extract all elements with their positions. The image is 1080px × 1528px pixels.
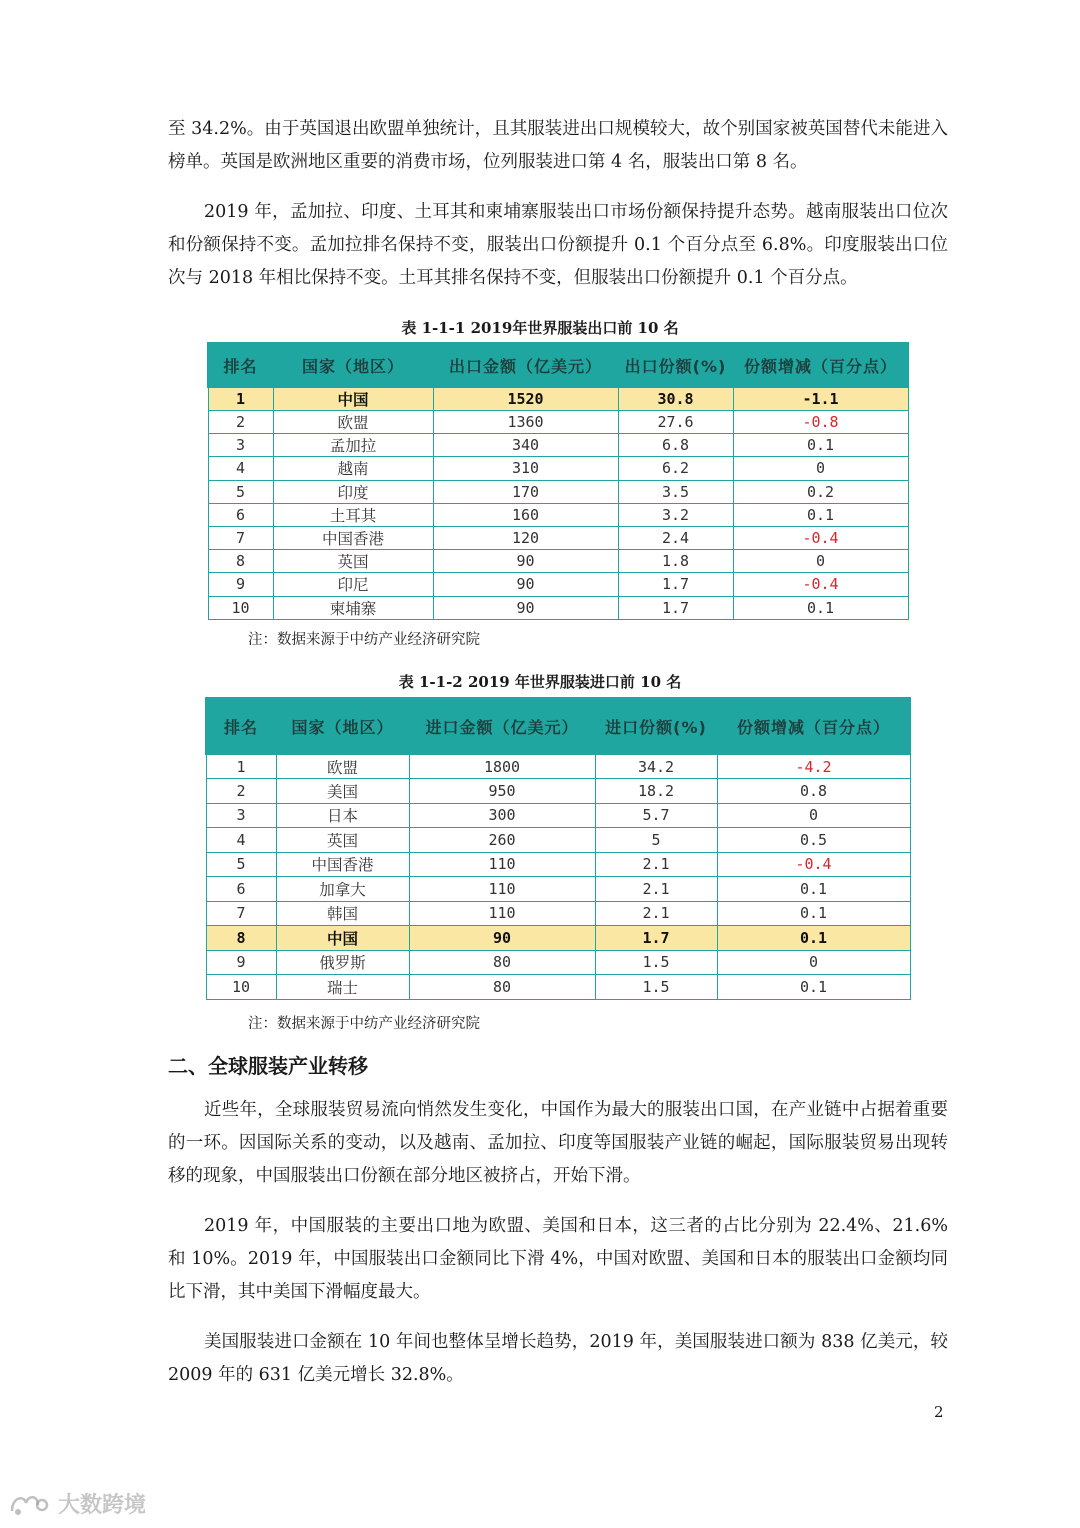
cell-rank: 7: [206, 901, 276, 926]
page-number: 2: [934, 1403, 944, 1421]
table-row: [206, 877, 910, 902]
cell-rank: 7: [208, 526, 273, 549]
cell-rank: 3: [208, 434, 273, 457]
cell-rank: 1: [208, 387, 273, 411]
cell-change: 0: [733, 457, 908, 480]
cell-country: 英国: [276, 828, 409, 853]
export-table: [207, 342, 909, 620]
table-header-row: [206, 698, 910, 754]
cell-amount: 110: [409, 877, 595, 902]
cell-rank: 8: [208, 550, 273, 573]
table-row: [206, 754, 910, 779]
cell-country: 中国香港: [276, 852, 409, 877]
table2-note: 注：数据来源于中纺产业经济研究院: [248, 1016, 480, 1032]
cell-amount: 1800: [409, 754, 595, 779]
cell-change: 0.2: [733, 480, 908, 503]
header-amount: 进口金额（亿美元）: [409, 698, 595, 754]
header-amount: 出口金额（亿美元）: [433, 343, 618, 387]
cell-country: 孟加拉: [273, 434, 433, 457]
paragraph-3: 近些年，全球服装贸易流向悄然发生变化，中国作为最大的服装出口国，在产业链中占据着重要的一环。因国际关系的变动，以及越南、孟加拉、印度等国服装产业链的崛起，国际服装贸易出现转移的现象，中国服装出口份额在部分地区被挤占，开始下滑。: [168, 1100, 948, 1186]
cell-country: 瑞士: [276, 975, 409, 1000]
cell-rank: 9: [208, 573, 273, 596]
cell-share: 2.4: [618, 526, 733, 549]
cell-share: 6.2: [618, 457, 733, 480]
cell-rank: 9: [206, 950, 276, 975]
table-row: [208, 434, 908, 457]
cell-amount: 90: [409, 926, 595, 951]
cell-amount: 90: [433, 596, 618, 619]
header-rank: 排名: [208, 343, 273, 387]
cell-amount: 90: [433, 573, 618, 596]
cell-change: 0.1: [717, 877, 910, 902]
cell-country: 英国: [273, 550, 433, 573]
cell-country: 俄罗斯: [276, 950, 409, 975]
header-change: 份额增减（百分点）: [717, 698, 910, 754]
cell-share: 18.2: [595, 779, 717, 804]
cell-share: 1.7: [618, 596, 733, 619]
table-row: [206, 926, 910, 951]
watermark-logo-icon: [8, 1491, 52, 1517]
table-row: [208, 550, 908, 573]
cell-amount: 80: [409, 975, 595, 1000]
table-row: [208, 596, 908, 619]
paragraph-2: 2019 年，孟加拉、印度、土耳其和柬埔寨服装出口市场份额保持提升态势。越南服装出口位次和份额保持不变。孟加拉排名保持不变，服装出口份额提升 0.1 个百分点至 6.8%。印度服装出口位次与 2018 年相比保持不变。土耳其排名保持不变，但服装出口份额提升 0.1 个百分点。: [168, 202, 948, 288]
table-row: [206, 828, 910, 853]
cell-change: -4.2: [717, 754, 910, 779]
cell-country: 韩国: [276, 901, 409, 926]
cell-amount: 340: [433, 434, 618, 457]
header-country: 国家（地区）: [276, 698, 409, 754]
cell-share: 1.8: [618, 550, 733, 573]
table-row: [208, 573, 908, 596]
table-row: [206, 901, 910, 926]
cell-country: 欧盟: [273, 411, 433, 434]
cell-country: 美国: [276, 779, 409, 804]
paragraph-4: 2019 年，中国服装的主要出口地为欧盟、美国和日本，这三者的占比分别为 22.4%、21.6%和 10%。2019 年，中国服装出口金额同比下滑 4%，中国对欧盟、美国和日本的服装出口金额均同比下滑，其中美国下滑幅度最大。: [168, 1216, 948, 1302]
table-row: [206, 803, 910, 828]
cell-share: 5.7: [595, 803, 717, 828]
cell-country: 加拿大: [276, 877, 409, 902]
cell-share: 2.1: [595, 877, 717, 902]
cell-country: 中国香港: [273, 526, 433, 549]
cell-amount: 950: [409, 779, 595, 804]
paragraph-1: 至 34.2%。由于英国退出欧盟单独统计，且其服装进出口规模较大，故个别国家被英国替代未能进入榜单。英国是欧洲地区重要的消费市场，位列服装进口第 4 名，服装出口第 8 名。: [168, 119, 948, 172]
cell-amount: 1520: [433, 387, 618, 411]
cell-share: 3.2: [618, 503, 733, 526]
header-rank: 排名: [206, 698, 276, 754]
cell-change: 0.1: [717, 975, 910, 1000]
cell-country: 越南: [273, 457, 433, 480]
cell-change: 0.1: [733, 503, 908, 526]
cell-change: 0.8: [717, 779, 910, 804]
cell-share: 1.7: [595, 926, 717, 951]
cell-change: 0.1: [717, 926, 910, 951]
cell-rank: 6: [208, 503, 273, 526]
cell-change: -0.4: [733, 573, 908, 596]
cell-change: 0: [733, 550, 908, 573]
table-row: [208, 503, 908, 526]
header-country: 国家（地区）: [273, 343, 433, 387]
cell-change: -0.4: [733, 526, 908, 549]
cell-amount: 110: [409, 901, 595, 926]
table-row: [208, 387, 908, 411]
cell-rank: 4: [208, 457, 273, 480]
cell-country: 中国: [273, 387, 433, 411]
table-row: [206, 779, 910, 804]
cell-share: 2.1: [595, 901, 717, 926]
cell-amount: 110: [409, 852, 595, 877]
cell-share: 1.7: [618, 573, 733, 596]
import-table: [205, 697, 911, 1000]
table1-caption: 表 1-1-1 2019年世界服装出口前 10 名: [401, 319, 679, 337]
cell-rank: 2: [206, 779, 276, 804]
header-change: 份额增减（百分点）: [733, 343, 908, 387]
watermark-text: 大数跨境: [58, 1493, 147, 1518]
cell-change: 0.1: [733, 596, 908, 619]
cell-change: 0: [717, 803, 910, 828]
table1-note: 注：数据来源于中纺产业经济研究院: [248, 632, 480, 648]
cell-share: 27.6: [618, 411, 733, 434]
cell-country: 土耳其: [273, 503, 433, 526]
cell-rank: 10: [206, 975, 276, 1000]
table-row: [208, 480, 908, 503]
cell-rank: 8: [206, 926, 276, 951]
cell-change: 0: [717, 950, 910, 975]
cell-share: 5: [595, 828, 717, 853]
cell-amount: 170: [433, 480, 618, 503]
table2-caption: 表 1-1-2 2019 年世界服装进口前 10 名: [398, 673, 682, 691]
cell-country: 柬埔寨: [273, 596, 433, 619]
cell-share: 2.1: [595, 852, 717, 877]
cell-rank: 10: [208, 596, 273, 619]
cell-share: 34.2: [595, 754, 717, 779]
cell-amount: 310: [433, 457, 618, 480]
cell-change: 0.1: [717, 901, 910, 926]
cell-amount: 1360: [433, 411, 618, 434]
cell-amount: 300: [409, 803, 595, 828]
cell-rank: 2: [208, 411, 273, 434]
paragraph-5: 美国服装进口金额在 10 年间也整体呈增长趋势，2019 年，美国服装进口额为 838 亿美元，较 2009 年的 631 亿美元增长 32.8%。: [168, 1332, 948, 1385]
cell-rank: 6: [206, 877, 276, 902]
watermark: [8, 1488, 146, 1519]
table-header-row: [208, 343, 908, 387]
cell-rank: 3: [206, 803, 276, 828]
table-row: [206, 852, 910, 877]
cell-amount: 260: [409, 828, 595, 853]
cell-amount: 120: [433, 526, 618, 549]
cell-amount: 90: [433, 550, 618, 573]
header-share: 出口份额(%): [618, 343, 733, 387]
section-heading: 二、全球服装产业转移: [168, 1054, 368, 1078]
table-row: [206, 975, 910, 1000]
table-row: [208, 457, 908, 480]
cell-country: 日本: [276, 803, 409, 828]
cell-change: -0.4: [717, 852, 910, 877]
cell-rank: 1: [206, 754, 276, 779]
cell-country: 印度: [273, 480, 433, 503]
table-row: [208, 411, 908, 434]
table-row: [208, 526, 908, 549]
cell-country: 中国: [276, 926, 409, 951]
table-row: [206, 950, 910, 975]
cell-change: 0.1: [733, 434, 908, 457]
cell-rank: 4: [206, 828, 276, 853]
cell-change: -0.8: [733, 411, 908, 434]
cell-share: 3.5: [618, 480, 733, 503]
cell-amount: 160: [433, 503, 618, 526]
cell-country: 印尼: [273, 573, 433, 596]
cell-rank: 5: [208, 480, 273, 503]
cell-share: 30.8: [618, 387, 733, 411]
cell-rank: 5: [206, 852, 276, 877]
cell-share: 1.5: [595, 950, 717, 975]
cell-change: -1.1: [733, 387, 908, 411]
cell-change: 0.5: [717, 828, 910, 853]
cell-country: 欧盟: [276, 754, 409, 779]
header-share: 进口份额(%): [595, 698, 717, 754]
cell-amount: 80: [409, 950, 595, 975]
cell-share: 6.8: [618, 434, 733, 457]
cell-share: 1.5: [595, 975, 717, 1000]
